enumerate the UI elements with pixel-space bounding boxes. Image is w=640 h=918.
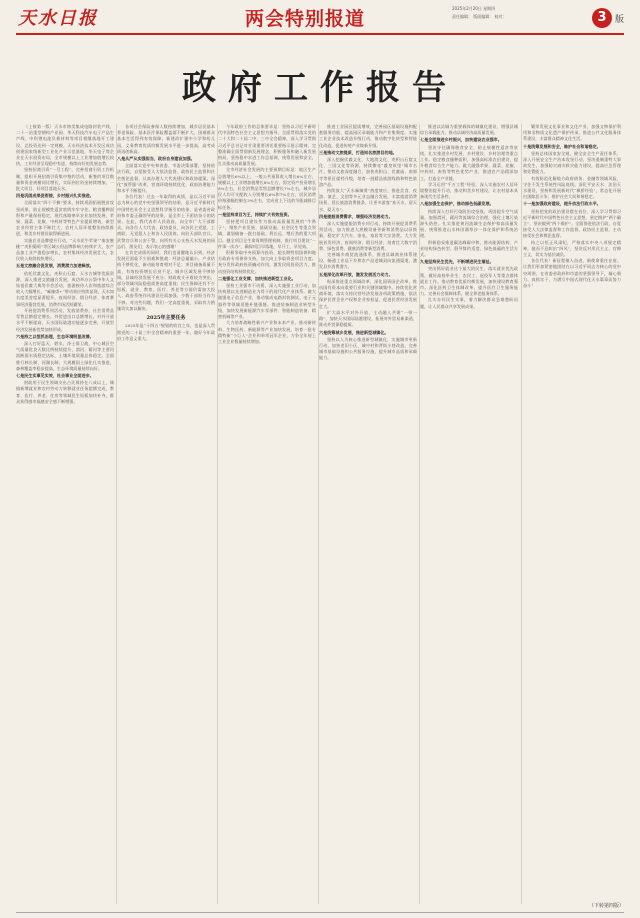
paragraph: 坚决守住确保粮食安全、防止规模性返贫等底线，扎实推进乡村发展、乡村建设、乡村治理等重点工作。稳定粮食播种面积，加强高标准农田建设，提升粮食综合生产能力。做大做强苹果、蔬菜、花椒、中药材、畜牧等特色优势产业，推进农产品精深加工，打造全产业链。 <box>420 144 518 181</box>
paragraph: 各位代表！新征程催人奋进，新使命重任在肩。让我们更加紧密地团结在以习近平同志为核心的党中央周围，在省委省政府和市委的坚强领导下，凝心聚力、真抓实干，为谱写中国式现代化天水篇章而努力奋斗！ <box>523 258 621 289</box>
paragraph: 持续放大“天水麻辣烫”热度效应，推进美食、夜游、演艺、文创等多元业态融合发展，丰富旅游消费场景，延长旅游消费链条，让更多游客“来天水、留天水、爱天水”。 <box>319 188 417 212</box>
section-heading: 八是加强生态保护，推动绿色低碳发展。 <box>420 201 494 207</box>
paragraph: 推进以县城为重要载体的城镇化建设，增强县城综合承载能力，推动县域经济高质量发展。 <box>420 124 518 136</box>
section-heading: 三是推动文旅提质，打造知名旅游目的地。 <box>319 149 397 155</box>
paragraph: 积极争取中央预算内投资、超长期特别国债和地方政府专项债券支持，加大向上争取资金项目力度。充分发挥政府投资撬动作用，激发民间投资活力，推动投资结构持续优化。 <box>218 250 316 274</box>
paragraph: 扎实办好民生实事，着力解决群众急难愁盼问题，让人民群众共享发展成果。 <box>420 297 518 309</box>
paragraph: 坚持招商引资“一号工程”，完善招商引资工作机制，组织开展招商引资集中签约活动，新签约项目数量和资金规模同比增长，实际到位资金持续增加，一批大项目、好项目落地天水。 <box>16 167 114 192</box>
paragraph: 开展促消费系列活动，发放消费券，社会消费品零售总额稳定增长。外贸进出口总额增长，对外开放水平不断提高，天水国际陆港功能逐步完善，开放型经济发展新优势加快形成。 <box>16 307 114 332</box>
paragraph: 今年政府工作的总体要求是：坚持以习近平新时代中国特色社会主义思想为指导，全面贯彻落实党的二十大和二十届二中、三中全会精神，深入学习贯彻习近平总书记对甘肃重要讲话重要指示批示精神，完整准确全面贯彻新发展理念，积极服务和融入新发展格局，坚持稳中求进工作总基调，统筹发展和安全，扎实推动高质量发展。 <box>218 124 316 167</box>
text-column-3 <box>218 124 316 904</box>
paragraph: 有效防范化解地方政府债务、金融等领域风险，守住不发生系统性风险底线。深化平安天水、法治天水建设，坚持和发展新时代“枫桥经验”，常态化开展扫黑除恶斗争，维护社会大局和谐稳定。 <box>523 175 621 200</box>
column-divider <box>217 124 218 904</box>
section-heading: 四是巩固成果促衔接，乡村振兴扎实推进。 <box>16 193 94 199</box>
continue-note: （下转第四版） <box>588 903 624 909</box>
section-heading: 五是深化改革开放，激发发展活力动力。 <box>319 271 393 277</box>
section-heading: 四是提振消费需求，增强经济发展动力。 <box>319 213 393 219</box>
paragraph: （上接第一版）天水市锦美集成电路封装产线、二十一冶重型钢构产业园、华天科技汽车电子产品生产线、中科锂电池负极材料等项目相继落地开工建设，总投资达到一定规模。天水经济技术开发区成功创建国家级新型工业化产业示范基地，华天电子等企业在天水投资布局，全市规模以上工业增加值增长较快，工业经济呈现稳中有进、持续向好的发展态势。 <box>16 124 114 167</box>
section-heading: 七是全面推进乡村振兴，加快建设农业强市。 <box>420 137 502 143</box>
paragraph: 坚持以人为核心推进新型城镇化，实施城市更新行动，加快老旧小区、城中村和背街小巷改造，完善城市基础设施和公共服务设施，提升城市品质和承载能力。 <box>319 336 417 361</box>
paragraph: 持之以恒正风肃纪，严格落实中央八项规定精神，驰而不息纠治“四风”，坚决反对形式主义、官僚主义，切实为基层减负。 <box>523 239 621 258</box>
editor-info: 责任编辑： 版面编辑： 校对： <box>452 14 507 19</box>
paragraph: 各项社会保险参保人数持续增加，城乡居民基本养老保险、基本医疗保险覆盖面不断扩大，困难群众基本生活得到有效保障。新建改扩建中小学和幼儿园，义务教育优质均衡发展水平进一步提高，高考成绩再创新高。 <box>117 124 215 154</box>
paragraph: 坚持把党的政治建设摆在首位，深入学习贯彻习近平新时代中国特色社会主义思想，坚定拥护“两个确立”、坚决做到“两个维护”。全面推进依法行政，自觉接受人大法律监督和工作监督、政协民主监督，主动接受社会和舆论监督。 <box>523 208 621 239</box>
section-heading: 二是强化工业支撑，加快推进新型工业化。 <box>218 275 296 281</box>
paragraph: 依托伏羲文化、麦积山石窟、天水古城等优质资源，深入推进文旅融合发展，成功举办公祭中华人文始祖伏羲大典等节会活动，旅游接待人次和旅游综合收入大幅增长，“麻辣烫+”带动效应持续显现，天水知名度美誉度显著提升，夜间经济、假日经济、体育赛事经济蓬勃发展，消费市场活跃繁荣。 <box>16 270 114 307</box>
section-heading: 七是民生实事见实效，社会事业全面进步。 <box>16 372 94 378</box>
text-column-5 <box>420 124 518 904</box>
text-column-6 <box>523 124 621 904</box>
text-column-2 <box>117 124 215 904</box>
paragraph: 完善城乡商贸流通体系，推进县域商业体系建设，畅通工业品下乡和农产品进城双向流通渠道，激发县乡消费潜力。 <box>319 252 417 270</box>
subtitle-heading: 2025年主要任务 <box>146 315 186 322</box>
paragraph: 繁荣发展文化事业和文化产业，加强文物保护利用和非物质文化遗产保护传承，推进公共文化服务体系建设，丰富群众精神文化生活。 <box>523 124 621 142</box>
paragraph: 纵深推进重点领域改革，深化国资国企改革，推动国有资本向重要行业和关键领域集中。持续优化营商环境，落实支持民营经济发展各项政策措施，依法保护民营企业产权和企业家权益，促进民营经济发展壮大。 <box>319 278 417 309</box>
paragraph: 全面落实党中央和省委、市委决策部署，坚持依法行政，自觉接受人大依法监督、政协民主监督和社会舆论监督，认真办理人大代表建议和政协提案。深化“放管服”改革，营商环境持续优化，政府治理能力和水平不断提升。 <box>117 163 215 194</box>
paragraph: 2025年是“十四五”规划的收官之年，也是深入贯彻党的二十届三中全会精神的重要一年，做好今年政府工作意义重大。 <box>117 323 215 341</box>
section-heading: 十一是加强政府建设，提升依法行政水平。 <box>523 201 601 207</box>
paragraph: 坚持把项目建设作为推动高质量发展的“牛鼻子”，聚焦产业发展、基础设施、社会民生等重点领域，谋划储备一批打基础、利长远、增后劲的重大项目。健全项目全生命周期管理机制，推行项目建设“一件事一次办”，确保项目早落地、早开工、早见效。 <box>218 219 316 249</box>
paragraph: 深入挖掘伏羲文化、大地湾文化、麦积山石窟文化、三国文化等资源，持续擦亮“羲皇故里”城市名片。推动文旅深度融合，加快麦积山、伏羲庙、南郭寺等景区提档升级，培育一批精品旅游线路和特色旅游产品。 <box>319 157 417 187</box>
paragraph: 突出抓好就业这个最大的民生，落实就业优先政策，做好高校毕业生、农民工、退役军人等重点群体就业工作。推动教育优质均衡发展，加快建设教育强市。深化医药卫生体制改革，提升医疗卫生服务能力。完善社会保障体系，健全养老服务体系。 <box>420 266 518 297</box>
paragraph: 扩大高水平对外开放，主动融入共建“一带一路”，加快天水国际陆港建设，拓展对外贸易新渠道，推动外贸保稳提质。 <box>319 309 417 328</box>
column-divider <box>116 124 117 904</box>
paragraph: 财政用于民生领域支出占比保持在八成以上，城镇新增就业和农村劳动力转移就业任务超额完成，教育、医疗、养老、住房等领域民生短板加快补齐，群众获得感幸福感安全感不断增强。 <box>16 380 114 404</box>
paragraph: 深入打好蓝天、碧水、净土保卫战，中心城区空气质量优良天数比例持续提升，渭河、藉河等主要河流断面水质稳定达标，土壤环境质量总体稳定。全面推行林长制、河湖长制，大规模国土绿化扎实推进，森林覆盖率稳步提高，生态环境质量持续向好。 <box>16 340 114 371</box>
newspaper-logo: 天水日报 <box>18 8 98 29</box>
paragraph: 坚持总体国家安全观，健全安全生产责任体系，深入开展安全生产治本攻坚行动，坚决遏制重特大事故发生。加强防灾减灾救灾能力建设，提高应急管理和处置能力。 <box>523 150 621 175</box>
header-rule <box>16 33 624 35</box>
page-header <box>0 0 640 34</box>
text-column-1 <box>16 124 114 904</box>
section-heading: 五是文旅融合促发展，消费潜力加速释放。 <box>16 263 94 269</box>
paragraph: 学习运用“千万工程”经验，深入实施农村人居环境整治提升行动，推动和美乡村建设，让农村基本具备现代生活条件。 <box>420 181 518 200</box>
article-title: 政府工作报告 <box>182 68 458 108</box>
paragraph: 坚持工业强市不动摇，深入实施强工业行动，加快构建以先进制造业为骨干的现代化产业体系。做大做强电子信息产业，推动集成电路封装测试、电子元器件等领域延链补链强链。推进装备制造业转型升级，加快发展新能源汽车零部件、智能制造装备、精密机械等产业。 <box>218 283 316 320</box>
column-divider <box>521 124 522 904</box>
section-heading: 六是统筹城乡发展，推进新型城镇化。 <box>319 329 389 335</box>
paragraph: 持续深入打好污染防治攻坚战，巩固提升空气质量，加强渭河、藉河等流域综合治理，强化土壤污染源头防控。扎实推进黄河流域生态保护和高质量发展，统筹推进山水林田湖草沙一体化保护和系统治理。 <box>420 208 518 239</box>
section-heading: 八是从严从实强担当，政府自身建设加强。 <box>117 156 195 162</box>
paragraph: 深入实施提振消费专项行动，持续开展促消费系列活动，加力推进大规模设备更新和消费品以旧换新，稳定扩大汽车、家电、家居等大宗消费。大力发展首发经济、夜间经济、假日经济，培育壮大数字消费、绿色消费、健康消费等新型消费。 <box>319 221 417 251</box>
paragraph: 在肯定成绩的同时，我们也清醒地认识到，经济发展还面临不少困难和挑战：经济总量偏小，产业结构不够优化，新动能培育相对不足；项目储备质量不高，有效投资增长后劲不足；城乡区域发展不够协调，县域经济发展不充分；财政收支矛盾较为突出，部分领域风险隐患需要高度重视；民生保障还有不少短板，就业、教育、医疗、养老等方面仍需加大投入；政府系统作风建设还需加强，少数干部担当作为不够。对这些问题，我们一定高度重视，采取有力措施切实加以解决。 <box>117 250 215 311</box>
section-heading: 九是坚持民生优先，不断增进民生福祉。 <box>420 259 494 265</box>
column-divider <box>419 124 420 904</box>
paragraph: 各位代表！过去一年取得的成绩，是以习近平同志为核心的党中央坚强领导的结果，是习近平新时代中国特色社会主义思想科学指引的结果，是省委省政府和市委正确领导的结果，是全市上下团结奋斗的结果。在此，我代表市人民政府，向全市广大干部群众，向各位人大代表、政协委员，向各民主党派、工商联、无党派人士和各人民团体，向驻天部队官兵、武警官兵和公安干警，向所有关心支持天水发展的同志们、朋友们，表示衷心的感谢！ <box>117 194 215 249</box>
page-suffix: 版 <box>615 15 625 25</box>
page-number: 3 <box>592 8 612 28</box>
paragraph: 全面落实“四个不摘”要求，持续巩固拓展脱贫攻坚成果，防止规模性返贫底线牢牢守住。粮食播种面积和产量保持稳定，现代丝路寒旱农业加快发展，苹果、蔬菜、花椒、中药材等特色产业提质增效，新型农业经营主体不断壮大，农村人居环境整治持续推进，和美乡村建设取得新进展。 <box>16 200 114 237</box>
paragraph: 大力培育战略性新兴产业和未来产业，推动新材料、生物医药、新能源等产业加快发展，培育一批专精特新“小巨人”企业和单项冠军企业，力争全年规上工业企业数量持续增加。 <box>218 320 316 344</box>
paragraph: 推进工业园区提质增效，完善园区基础设施和配套服务功能，提高园区承载能力和产业集聚度。实施工业企业技术改造升级行动，推动数字化转型和智能化改造，促进传统产业焕新升级。 <box>319 124 417 148</box>
column-divider <box>318 124 319 904</box>
section-heading: 一是坚持项目为王，持续扩大有效投资。 <box>218 211 292 217</box>
text-column-4 <box>319 124 417 904</box>
section-title: 两会特别报道 <box>245 8 366 30</box>
section-heading: 六是持之以恒抓治理，生态环境明显改善。 <box>16 333 94 339</box>
footer-rule <box>16 912 624 913</box>
paragraph: 全市经济社会发展的主要预期目标是：地区生产总值增长6%以上，一般公共预算收入增长6%左右，规模以上工业增加值增长8%左右，固定资产投资增长8%左右，社会消费品零售总额增长7%左右，城乡居民人均可支配收入分别增长6%和7%左右，居民消费价格涨幅控制在3%左右，完成省上下达的节能减排目标任务。 <box>218 167 316 210</box>
section-heading: 十是统筹发展和安全，维护社会和谐稳定。 <box>523 143 601 149</box>
issue-date: 2025年2月20日 星期四 <box>452 6 496 11</box>
paragraph: 实施农业品牌提升行动，“天水花牛苹果”“秦安蜜桃”“麦积葡萄”等区域公用品牌影响力持续扩大，农产品加工业产值稳步增长，农村集体经济发展壮大，农民收入持续较快增长。 <box>16 237 114 262</box>
paragraph: 积极稳妥推进碳达峰碳中和，推动能源结构、产业结构绿色转型，倡导简约适度、绿色低碳的生活方式。 <box>420 239 518 258</box>
